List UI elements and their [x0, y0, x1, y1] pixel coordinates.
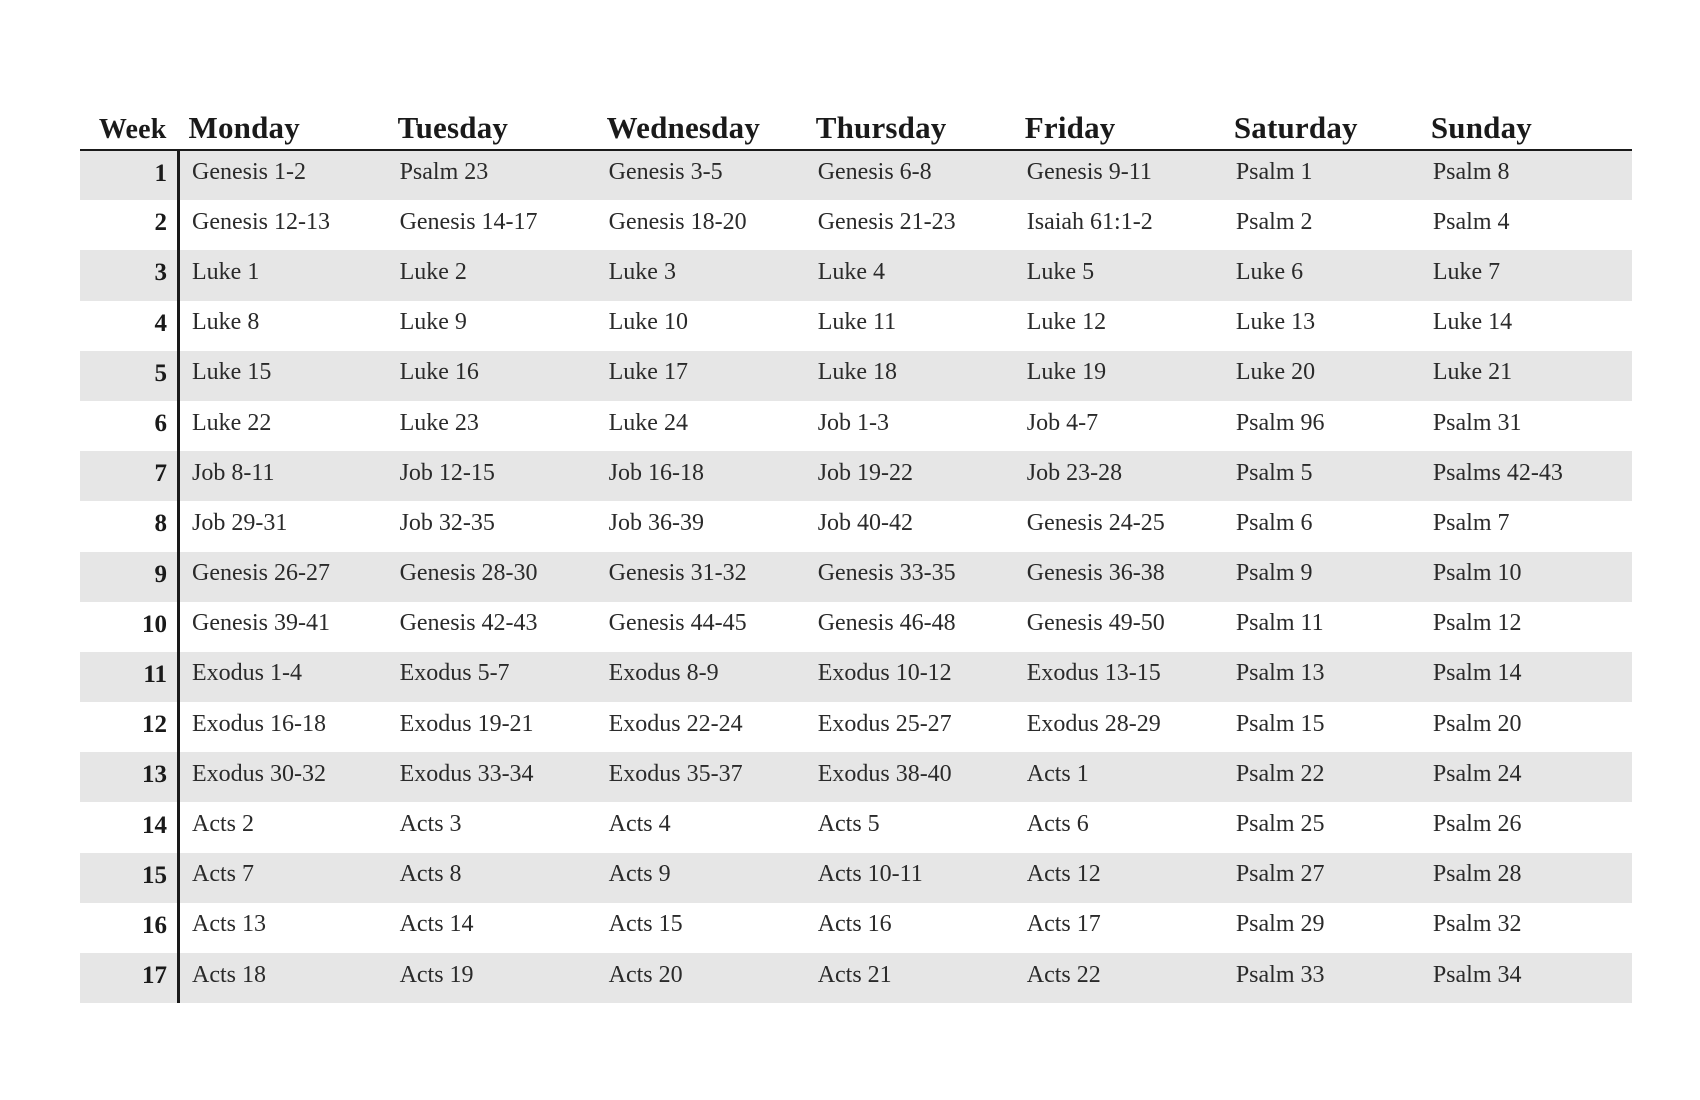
reading-cell-sunday: Psalm 24: [1421, 752, 1632, 802]
header-monday: Monday: [179, 98, 388, 150]
reading-cell-wednesday: Exodus 8-9: [597, 652, 806, 702]
reading-cell-monday: Genesis 12-13: [192, 208, 330, 235]
week-number: 2: [80, 200, 179, 250]
reading-cell-monday: Luke 15: [179, 351, 388, 401]
reading-cell-thursday: Luke 18: [806, 351, 1015, 401]
reading-cell-sunday: Psalm 26: [1432, 811, 1522, 838]
reading-cell-saturday: Psalm 1: [1224, 150, 1421, 200]
week-number: 11: [80, 652, 179, 702]
table-row: [80, 150, 1632, 200]
reading-cell-saturday: Psalm 15: [1235, 710, 1325, 737]
reading-cell-saturday: Psalm 29: [1235, 911, 1325, 938]
reading-cell-saturday: Luke 20: [1224, 351, 1421, 401]
reading-cell-friday: Acts 1: [1015, 752, 1224, 802]
reading-cell-monday: Acts 13: [192, 911, 266, 938]
reading-cell-wednesday: Genesis 18-20: [608, 208, 747, 235]
reading-cell-wednesday: Luke 17: [597, 351, 806, 401]
reading-cell-tuesday: Luke 23: [399, 409, 479, 436]
table-row: [80, 953, 1632, 1003]
table-row: [80, 200, 1632, 250]
reading-cell-wednesday: Exodus 35-37: [597, 752, 806, 802]
table-row: [80, 752, 1632, 802]
reading-cell-monday: Exodus 1-4: [179, 652, 388, 702]
reading-cell-friday: Acts 17: [1026, 911, 1101, 938]
header-tuesday: Tuesday: [388, 98, 597, 150]
reading-cell-saturday: Psalm 9: [1224, 552, 1421, 602]
reading-cell-monday: Exodus 16-18: [192, 710, 326, 737]
reading-cell-tuesday: Exodus 19-21: [399, 710, 534, 737]
reading-cell-wednesday: Genesis 31-32: [597, 552, 806, 602]
reading-cell-wednesday: Genesis 44-45: [608, 610, 747, 637]
header-wednesday: Wednesday: [597, 98, 806, 150]
reading-cell-wednesday: Acts 15: [608, 911, 683, 938]
reading-cell-thursday: Genesis 33-35: [806, 552, 1015, 602]
table-row: [80, 652, 1632, 702]
reading-cell-sunday: Psalm 14: [1421, 652, 1632, 702]
header-friday: Friday: [1015, 98, 1224, 150]
reading-cell-friday: Acts 6: [1026, 811, 1089, 838]
week-number: 4: [80, 301, 179, 351]
reading-cell-wednesday: Acts 9: [597, 853, 806, 903]
reading-cell-thursday: Acts 5: [817, 811, 880, 838]
reading-cell-sunday: Psalm 12: [1432, 610, 1522, 637]
reading-cell-monday: Genesis 26-27: [179, 552, 388, 602]
reading-cell-thursday: Luke 4: [806, 250, 1015, 300]
reading-cell-monday: Job 29-31: [192, 509, 288, 536]
reading-cell-friday: Job 4-7: [1026, 409, 1099, 436]
reading-cell-saturday: Psalm 2: [1235, 208, 1313, 235]
reading-cell-monday: Luke 8: [192, 309, 260, 336]
header-sunday: Sunday: [1421, 98, 1632, 150]
table-row: [80, 602, 1632, 652]
reading-cell-thursday: Acts 21: [806, 953, 1015, 1003]
reading-cell-thursday: Genesis 6-8: [806, 150, 1015, 200]
reading-plan-table: [80, 98, 1632, 1003]
week-number: 7: [80, 451, 179, 501]
header-thursday: Thursday: [806, 98, 1015, 150]
reading-cell-thursday: Acts 10-11: [806, 853, 1015, 903]
reading-cell-monday: Exodus 30-32: [179, 752, 388, 802]
reading-cell-friday: Genesis 36-38: [1015, 552, 1224, 602]
reading-cell-sunday: Psalm 34: [1421, 953, 1632, 1003]
table-row: [80, 351, 1632, 401]
reading-cell-saturday: Psalm 5: [1224, 451, 1421, 501]
reading-cell-saturday: Luke 13: [1235, 309, 1316, 336]
reading-cell-tuesday: Acts 14: [399, 911, 474, 938]
reading-cell-tuesday: Genesis 14-17: [399, 208, 538, 235]
week-number: 5: [80, 351, 179, 401]
reading-cell-sunday: Psalm 20: [1432, 710, 1522, 737]
reading-cell-tuesday: Genesis 28-30: [388, 552, 597, 602]
week-number: 8: [80, 501, 179, 551]
reading-cell-thursday: Job 40-42: [817, 509, 914, 536]
reading-cell-monday: Acts 7: [179, 853, 388, 903]
reading-cell-friday: Genesis 24-25: [1026, 509, 1165, 536]
week-number: 16: [80, 903, 179, 953]
reading-cell-tuesday: Luke 2: [388, 250, 597, 300]
reading-cell-sunday: Luke 21: [1421, 351, 1632, 401]
reading-cell-saturday: Psalm 22: [1224, 752, 1421, 802]
table-row: [80, 702, 1632, 752]
reading-cell-saturday: Luke 6: [1224, 250, 1421, 300]
reading-cell-friday: Luke 12: [1026, 309, 1107, 336]
reading-cell-friday: Acts 22: [1015, 953, 1224, 1003]
reading-cell-thursday: Acts 16: [817, 911, 892, 938]
reading-cell-monday: Genesis 1-2: [179, 150, 388, 200]
reading-cell-friday: Luke 5: [1015, 250, 1224, 300]
header-saturday: Saturday: [1224, 98, 1421, 150]
reading-cell-sunday: Psalm 32: [1432, 911, 1522, 938]
reading-cell-thursday: Job 19-22: [806, 451, 1015, 501]
week-number: 14: [80, 802, 179, 852]
week-number: 13: [80, 752, 179, 802]
week-number: 6: [80, 401, 179, 451]
reading-cell-thursday: Exodus 38-40: [806, 752, 1015, 802]
header-week: Week: [80, 98, 179, 150]
reading-cell-friday: Acts 12: [1015, 853, 1224, 903]
week-number: 12: [80, 702, 179, 752]
reading-cell-tuesday: Genesis 42-43: [399, 610, 538, 637]
reading-cell-monday: Luke 1: [179, 250, 388, 300]
reading-cell-tuesday: Exodus 5-7: [388, 652, 597, 702]
reading-cell-tuesday: Luke 9: [399, 309, 467, 336]
reading-cell-thursday: Exodus 10-12: [806, 652, 1015, 702]
reading-cell-wednesday: Acts 4: [608, 811, 671, 838]
week-number: 3: [80, 250, 179, 300]
table-body: [80, 150, 1632, 1003]
reading-cell-sunday: Psalm 28: [1421, 853, 1632, 903]
reading-cell-tuesday: Luke 16: [388, 351, 597, 401]
reading-cell-monday: Acts 18: [179, 953, 388, 1003]
reading-cell-sunday: Psalm 8: [1421, 150, 1632, 200]
table-row: [80, 802, 1632, 852]
reading-cell-tuesday: Acts 19: [388, 953, 597, 1003]
week-number: 17: [80, 953, 179, 1003]
reading-cell-friday: Genesis 9-11: [1015, 150, 1224, 200]
reading-cell-tuesday: Exodus 33-34: [388, 752, 597, 802]
reading-cell-wednesday: Acts 20: [597, 953, 806, 1003]
reading-cell-friday: Exodus 13-15: [1015, 652, 1224, 702]
reading-cell-wednesday: Genesis 3-5: [597, 150, 806, 200]
reading-cell-tuesday: Acts 3: [399, 811, 462, 838]
reading-cell-sunday: Psalm 10: [1421, 552, 1632, 602]
table-header: [80, 98, 1632, 150]
week-number: 15: [80, 853, 179, 903]
table-row: [80, 301, 1632, 351]
reading-cell-tuesday: Acts 8: [388, 853, 597, 903]
reading-cell-monday: Luke 22: [192, 409, 272, 436]
table-row: [80, 552, 1632, 602]
reading-cell-monday: Job 8-11: [179, 451, 388, 501]
table-row: [80, 451, 1632, 501]
reading-cell-saturday: Psalm 27: [1224, 853, 1421, 903]
reading-cell-thursday: Luke 11: [817, 309, 897, 336]
reading-cell-wednesday: Job 16-18: [597, 451, 806, 501]
reading-cell-saturday: Psalm 6: [1235, 509, 1313, 536]
reading-cell-saturday: Psalm 33: [1224, 953, 1421, 1003]
reading-cell-wednesday: Luke 3: [597, 250, 806, 300]
reading-cell-sunday: Luke 7: [1421, 250, 1632, 300]
reading-cell-tuesday: Psalm 23: [388, 150, 597, 200]
table-row: [80, 250, 1632, 300]
reading-cell-sunday: Luke 14: [1432, 309, 1513, 336]
reading-cell-friday: Isaiah 61:1-2: [1026, 208, 1153, 235]
reading-cell-wednesday: Job 36-39: [608, 509, 704, 536]
week-number: 1: [80, 150, 179, 200]
week-number: 10: [80, 602, 179, 652]
header-row: [80, 98, 1632, 150]
reading-cell-wednesday: Luke 10: [608, 309, 688, 336]
reading-cell-saturday: Psalm 25: [1235, 811, 1325, 838]
reading-cell-sunday: Psalm 7: [1432, 509, 1510, 536]
reading-cell-sunday: Psalms 42-43: [1421, 451, 1632, 501]
reading-cell-saturday: Psalm 96: [1235, 409, 1325, 436]
reading-cell-thursday: Exodus 25-27: [817, 710, 952, 737]
reading-cell-sunday: Psalm 4: [1432, 208, 1510, 235]
reading-cell-sunday: Psalm 31: [1432, 409, 1522, 436]
week-number: 9: [80, 552, 179, 602]
table-row: [80, 853, 1632, 903]
reading-cell-thursday: Genesis 21-23: [817, 208, 956, 235]
reading-cell-thursday: Job 1-3: [817, 409, 890, 436]
reading-cell-tuesday: Job 32-35: [399, 509, 495, 536]
reading-cell-saturday: Psalm 11: [1235, 610, 1324, 637]
reading-cell-friday: Genesis 49-50: [1026, 610, 1165, 637]
reading-cell-tuesday: Job 12-15: [388, 451, 597, 501]
table-row: [80, 903, 1632, 953]
reading-cell-wednesday: Luke 24: [608, 409, 688, 436]
table-row: [80, 401, 1632, 451]
reading-cell-monday: Genesis 39-41: [192, 610, 330, 637]
reading-cell-friday: Exodus 28-29: [1026, 710, 1161, 737]
reading-cell-friday: Luke 19: [1015, 351, 1224, 401]
reading-cell-friday: Job 23-28: [1015, 451, 1224, 501]
reading-cell-wednesday: Exodus 22-24: [608, 710, 743, 737]
table-row: [80, 501, 1632, 551]
reading-cell-monday: Acts 2: [192, 811, 254, 838]
reading-cell-thursday: Genesis 46-48: [817, 610, 956, 637]
reading-cell-saturday: Psalm 13: [1224, 652, 1421, 702]
